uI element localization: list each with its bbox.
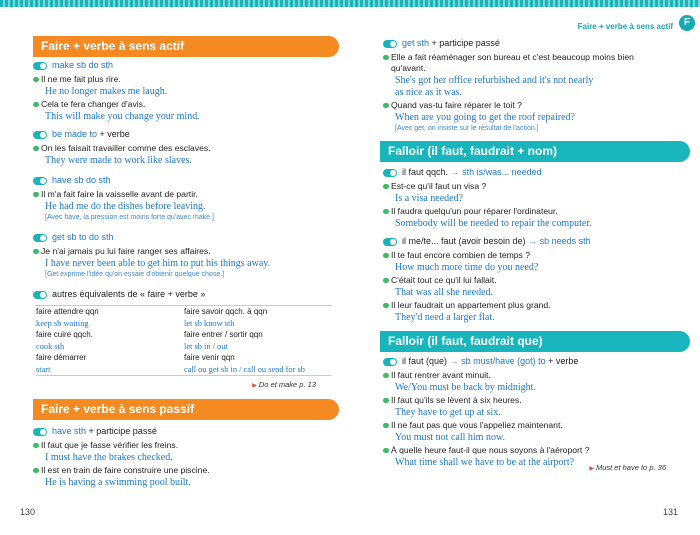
example-english: Somebody will be needed to repair the computer. <box>395 218 592 229</box>
example-french: Il faut qu'ils se lèvent à six heures. <box>383 395 688 406</box>
cross-reference-link[interactable]: ▶ Do et make p. 13 <box>252 380 316 389</box>
example-french: Il leur faudrait un appartement plus grand. <box>383 300 688 311</box>
table-cell: faire savoir qqch. à qqn <box>184 307 268 316</box>
toggle-icon <box>383 238 397 246</box>
example-french: Il faut rentrer avant minuit. <box>383 370 688 381</box>
toggle-icon <box>33 428 47 436</box>
example-english: I must have the brakes checked. <box>45 452 173 463</box>
arrow-icon: → <box>528 236 538 246</box>
usage-note: [Avec get, on insiste sur le résultat de l'action.] <box>395 125 539 132</box>
example-french: Il ne me fait plus rire. <box>33 74 333 85</box>
table-cell: let sb know sth <box>184 318 235 328</box>
table-row <box>36 341 332 353</box>
section-il-faut-que <box>383 356 688 469</box>
example-english: What time shall we have to be at the airport? <box>395 457 575 468</box>
equivalents-table <box>36 305 332 376</box>
section-make-sb-do-sth <box>33 60 333 123</box>
section-have-sb-do-sth <box>33 175 333 223</box>
section-il-me-faut <box>383 236 688 324</box>
table-row <box>36 352 332 364</box>
example-english: We/You must be back by midnight. <box>395 382 536 393</box>
pattern-heading: il faut qqch. → sth is/was... needed <box>383 167 688 178</box>
example-english: They were made to work like slaves. <box>45 155 192 166</box>
usage-note: [Get exprime l'idée qu'on essaie d'obtenir quelque chose.] <box>45 271 225 278</box>
section-banner-falloir-nom <box>380 141 690 162</box>
example-french: À quelle heure faut-il que nous soyons à l'aéroport ? <box>383 445 688 456</box>
toggle-icon <box>33 177 47 185</box>
arrow-icon: → <box>450 167 460 177</box>
banner-title: Falloir (il faut, faudrait + nom) <box>388 144 558 158</box>
toggle-icon <box>33 234 47 242</box>
pattern-heading: il faut (que) → sb must/have (got) to + verbe <box>383 356 688 367</box>
example-french: Quand vas-tu faire réparer le toit ? <box>383 100 683 111</box>
usage-note: [Avec have, la pression est moins forte qu'avec make.] <box>45 214 214 221</box>
example-english: When are you going to get the roof repaired? <box>395 112 575 123</box>
page-number: 131 <box>662 507 678 517</box>
section-banner-falloir-que <box>380 331 690 352</box>
toggle-icon <box>383 40 397 48</box>
running-head: Faire + verbe à sens actif <box>577 22 673 31</box>
example-french: Elle a fait réaménager son bureau et c'est beaucoup moins bien qu'avant. <box>383 52 683 74</box>
toggle-icon <box>33 291 47 299</box>
example-french: C'était tout ce qu'il lui fallait. <box>383 275 688 286</box>
example-english: Is a visa needed? <box>395 193 464 204</box>
section-have-sth-pp <box>33 426 333 489</box>
section-be-made-to <box>33 129 333 167</box>
example-english: They have to get up at six. <box>395 407 501 418</box>
pattern-heading: make sb do sth <box>33 60 333 71</box>
example-english: That was all she needed. <box>395 287 494 298</box>
section-get-sb-to-do-sth <box>33 232 333 280</box>
toggle-icon <box>383 169 397 177</box>
table-cell: start <box>36 364 51 374</box>
table-row <box>36 306 332 318</box>
section-banner-faire-passif <box>33 399 339 420</box>
toggle-icon <box>33 62 47 70</box>
right-page <box>350 0 700 535</box>
table-cell: faire venir qqn <box>184 353 235 362</box>
pattern-heading: have sth + participe passé <box>33 426 333 437</box>
example-french: Il ne faut pas que vous l'appeliez maintenant. <box>383 420 688 431</box>
table-cell: faire démarrer <box>36 353 87 362</box>
example-english: How much more time do you need? <box>395 262 539 273</box>
section-il-faut-qqch <box>383 167 688 230</box>
table-cell: faire cuire qqch. <box>36 330 93 339</box>
pattern-heading: autres équivalents de « faire + verbe » <box>33 289 333 300</box>
example-english: This will make you change your mind. <box>45 111 200 122</box>
cross-reference-link[interactable]: ▶ Must et have to p. 36 <box>589 463 666 472</box>
table-cell: call ou get sb in / call ou send for sb <box>184 364 305 374</box>
pattern-heading: il me/te... faut (avoir besoin de) → sb needs sth <box>383 236 688 247</box>
example-french: Il est en train de faire construire une piscine. <box>33 465 333 476</box>
example-english: He is having a swimming pool built. <box>45 477 191 488</box>
section-get-sth-pp <box>383 38 683 134</box>
example-french: Est-ce qu'il faut un visa ? <box>383 181 688 192</box>
pattern-heading: get sth + participe passé <box>383 38 683 49</box>
example-english: I have never been able to get him to put his things away. <box>45 258 271 269</box>
table-cell: cook sth <box>36 341 65 351</box>
page-number: 130 <box>20 507 36 517</box>
table-row <box>36 329 332 341</box>
banner-title: Faire + verbe à sens actif <box>41 39 185 53</box>
table-row <box>36 318 332 330</box>
example-english: You must not call him now. <box>395 432 506 443</box>
example-french: Il m'a fait faire la vaisselle avant de partir. <box>33 189 333 200</box>
table-cell: keep sb waiting <box>36 318 89 328</box>
section-autres-equivalents <box>33 289 333 303</box>
pattern-heading: be made to + verbe <box>33 129 333 140</box>
pattern-heading: have sb do sth <box>33 175 333 186</box>
example-french: Il te faut encore combien de temps ? <box>383 250 688 261</box>
example-english: She's got her office refurbished and it's not nearly as nice as it was. <box>395 75 594 98</box>
example-french: Il faut que je fasse vérifier les freins. <box>33 440 333 451</box>
toggle-icon <box>383 358 397 366</box>
banner-title: Falloir (il faut, faudrait que) <box>388 334 543 348</box>
table-cell: faire attendre qqn <box>36 307 99 316</box>
example-french: Il faudra quelqu'un pour réparer l'ordinateur. <box>383 206 688 217</box>
section-banner-faire-actif <box>33 36 339 57</box>
example-french: Je n'ai jamais pu lui faire ranger ses affaires. <box>33 246 333 257</box>
arrow-icon: → <box>449 356 459 366</box>
thumb-index-tab[interactable]: F <box>679 15 695 31</box>
table-cell: let sb in / out <box>184 341 228 351</box>
table-row <box>36 364 332 376</box>
pattern-heading: get sb to do sth <box>33 232 333 243</box>
example-french: Cela te fera changer d'avis. <box>33 99 333 110</box>
table-cell: faire entrer / sortir qqn <box>184 330 263 339</box>
banner-title: Faire + verbe à sens passif <box>41 402 195 416</box>
example-french: On les faisait travailler comme des esclaves. <box>33 143 333 154</box>
example-english: They'd need a larger flat. <box>395 312 495 323</box>
example-english: He had me do the dishes before leaving. <box>45 201 206 212</box>
example-english: He no longer makes me laugh. <box>45 86 168 97</box>
toggle-icon <box>33 131 47 139</box>
